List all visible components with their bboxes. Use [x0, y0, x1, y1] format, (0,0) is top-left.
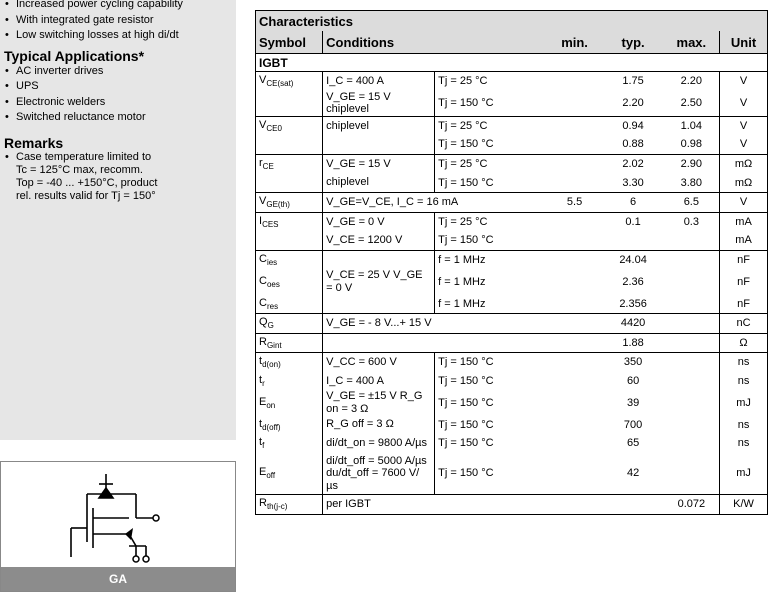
cell-temperature: f = 1 MHz — [435, 294, 547, 313]
cell-min — [547, 250, 603, 269]
cell-temperature: Tj = 150 °C — [435, 434, 547, 453]
applications-list — [0, 64, 236, 126]
table-row — [256, 173, 768, 192]
cell-min — [547, 72, 603, 91]
cell-symbol: $C_{oes}$ — [259, 274, 280, 289]
cell-min: 5.5 — [566, 196, 583, 209]
cell-temperature: Tj = 150 °C — [435, 135, 547, 154]
cell-max: 3.80 — [680, 176, 703, 189]
cell-max: 2.90 — [680, 158, 703, 171]
header-min: min. — [547, 31, 603, 54]
symbol-label: GA — [1, 567, 235, 591]
remark-text: Case temperature limited to — [16, 150, 152, 163]
cell-typ: 65 — [626, 437, 640, 450]
cell-unit: ns — [720, 415, 768, 434]
header-symbol: Symbol — [256, 31, 323, 54]
cell-typ: 39 — [626, 396, 640, 409]
cell-typ: 6 — [630, 196, 637, 209]
table-row — [256, 135, 768, 154]
table-row — [256, 154, 768, 173]
remark-line — [4, 151, 236, 164]
cell-max — [664, 250, 720, 269]
cell-symbol — [256, 231, 323, 250]
cell-condition: di/dt_off = 5000 A/µs du/dt_off = 7600 V/ µs — [323, 453, 435, 495]
cell-min — [547, 135, 603, 154]
cell-max — [664, 269, 720, 294]
cell-max: 6.5 — [683, 196, 699, 209]
cell-unit: V — [720, 72, 768, 91]
cell-min — [547, 91, 603, 117]
cell-symbol: $Q_G$ — [259, 316, 274, 331]
table-row — [256, 294, 768, 313]
cell-min — [547, 415, 603, 434]
table-row — [256, 72, 768, 91]
cell-symbol — [256, 91, 323, 117]
cell-min — [547, 495, 603, 515]
application-item: • UPS — [4, 79, 236, 95]
cell-unit: nF — [720, 250, 768, 269]
cell-unit: V — [720, 91, 768, 117]
cell-max: 1.04 — [680, 119, 703, 132]
cell-symbol: $C_{res}$ — [259, 296, 279, 311]
table-row — [256, 390, 768, 415]
cell-temperature: Tj = 150 °C — [435, 453, 547, 495]
applications-heading: Typical Applications* — [4, 47, 145, 64]
cell-unit: mΩ — [720, 154, 768, 173]
header-unit: Unit — [720, 31, 768, 54]
cell-unit: mJ — [720, 390, 768, 415]
cell-unit: ns — [720, 434, 768, 453]
table-row — [256, 91, 768, 117]
cell-condition: V_GE = 15 V — [323, 154, 435, 173]
header-typ: typ. — [603, 31, 664, 54]
table-row — [256, 495, 768, 515]
cell-condition: I_C = 400 A — [323, 72, 435, 91]
cell-condition: R_G off = 3 Ω — [323, 415, 435, 434]
remark-continuation — [0, 164, 236, 203]
cell-typ: 4420 — [620, 317, 646, 330]
cell-typ — [603, 231, 664, 250]
cell-symbol: $V_{CE(sat)}$ — [259, 74, 294, 89]
cell-temperature: Tj = 25 °C — [435, 116, 547, 135]
cell-max — [664, 434, 720, 453]
cell-max: 2.50 — [680, 97, 703, 110]
cell-min — [547, 173, 603, 192]
remarks-list — [0, 151, 236, 164]
cell-max — [664, 415, 720, 434]
cell-unit: mJ — [720, 453, 768, 495]
cell-temperature: Tj = 25 °C — [435, 212, 547, 231]
cell-typ: 0.1 — [625, 215, 641, 228]
table-row — [256, 250, 768, 269]
cell-condition — [323, 294, 435, 313]
header-max: max. — [664, 31, 720, 54]
cell-max: 0.98 — [680, 138, 703, 151]
cell-max — [664, 353, 720, 372]
cell-max — [664, 372, 720, 391]
cell-unit: mA — [720, 212, 768, 231]
cell-min — [547, 390, 603, 415]
cell-typ: 24.04 — [619, 254, 647, 267]
cell-typ: 2.02 — [622, 158, 644, 171]
cell-condition: chiplevel — [323, 173, 435, 192]
cell-temperature: f = 1 MHz — [435, 250, 547, 269]
application-item: • Electronic welders — [4, 95, 236, 111]
cell-min — [547, 372, 603, 391]
cell-temperature: Tj = 150 °C — [435, 353, 547, 372]
section-row — [256, 54, 768, 72]
cell-temperature: Tj = 150 °C — [435, 91, 547, 117]
cell-unit: nF — [720, 269, 768, 294]
cell-typ: 0.88 — [622, 138, 644, 151]
table-row — [256, 192, 768, 212]
cell-symbol — [256, 135, 323, 154]
cell-typ: 700 — [623, 418, 643, 431]
cell-unit: V — [720, 192, 768, 212]
cell-temperature: Tj = 25 °C — [435, 72, 547, 91]
feature-item: • Increased power cycling capability — [4, 0, 236, 13]
table-row — [256, 212, 768, 231]
cell-symbol: $t_{d(on)}$ — [259, 355, 281, 370]
cell-symbol: $t_f$ — [259, 436, 265, 451]
cell-symbol: $E_{on}$ — [259, 395, 276, 410]
cell-symbol: $R_{Gint}$ — [259, 335, 282, 350]
cell-max: 0.072 — [677, 498, 706, 511]
table-row — [256, 353, 768, 372]
cell-unit: nC — [720, 313, 768, 333]
remark-line: Top = -40 ... +150°C, product — [16, 176, 158, 189]
cell-symbol: $V_{GE(th)}$ — [259, 195, 290, 210]
application-item: • AC inverter drives — [4, 64, 236, 80]
cell-unit: ns — [720, 353, 768, 372]
cell-condition: V_GE = - 8 V...+ 15 V — [323, 313, 547, 333]
cell-min — [547, 294, 603, 313]
cell-min — [547, 231, 603, 250]
table-row — [256, 313, 768, 333]
cell-max — [664, 453, 720, 495]
cell-unit: V — [720, 135, 768, 154]
cell-typ: 0.94 — [622, 119, 644, 132]
feature-list — [0, 0, 236, 44]
feature-item: • Low switching losses at high di/dt — [4, 28, 236, 44]
cell-unit: Ω — [720, 333, 768, 353]
cell-symbol: $t_r$ — [259, 373, 265, 389]
cell-symbol: $E_{off}$ — [259, 466, 276, 481]
cell-symbol: $I_{CES}$ — [259, 214, 279, 229]
cell-temperature: Tj = 150 °C — [435, 390, 547, 415]
table-row — [256, 231, 768, 250]
application-item: • Switched reluctance motor — [4, 110, 236, 126]
igbt-symbol-icon — [1, 462, 235, 567]
cell-min — [547, 434, 603, 453]
cell-min — [547, 353, 603, 372]
section-label: IGBT — [259, 55, 288, 70]
cell-max — [664, 231, 720, 250]
cell-typ — [603, 495, 664, 515]
cell-typ: 42 — [626, 467, 640, 480]
cell-max: 0.3 — [683, 215, 699, 228]
table-row — [256, 333, 768, 353]
cell-typ: 1.75 — [622, 75, 644, 88]
cell-temperature: f = 1 MHz — [435, 269, 547, 294]
header-conditions: Conditions — [323, 31, 547, 54]
cell-unit: K/W — [720, 495, 768, 515]
table-row — [256, 269, 768, 294]
remark-line: rel. results valid for Tj = 150° — [16, 189, 156, 202]
cell-unit: ns — [720, 372, 768, 391]
cell-temperature: Tj = 150 °C — [435, 372, 547, 391]
cell-min — [547, 116, 603, 135]
table-header-row — [256, 31, 768, 54]
feature-item: • With integrated gate resistor — [4, 13, 236, 29]
cell-symbol: $C_{ies}$ — [259, 252, 278, 268]
cell-max — [664, 294, 720, 313]
cell-condition — [323, 250, 435, 269]
cell-temperature: Tj = 150 °C — [435, 415, 547, 434]
left-info-panel — [0, 0, 236, 440]
table-row — [256, 372, 768, 391]
cell-condition: V_CE = 25 V V_GE = 0 V — [323, 269, 435, 294]
cell-typ: 1.88 — [622, 336, 644, 349]
cell-max: 2.20 — [680, 75, 703, 88]
cell-unit: V — [720, 116, 768, 135]
cell-condition: per IGBT — [323, 495, 547, 515]
cell-min — [547, 154, 603, 173]
cell-symbol: $V_{CE0}$ — [259, 118, 282, 133]
cell-condition — [323, 135, 435, 154]
table-body — [256, 11, 768, 515]
cell-temperature: Tj = 150 °C — [435, 231, 547, 250]
cell-symbol: $r_{CE}$ — [259, 156, 274, 172]
characteristics-table — [255, 10, 768, 515]
remarks-heading: Remarks — [4, 134, 64, 151]
cell-symbol: $t_{d(off)}$ — [259, 417, 281, 432]
cell-typ: 3.30 — [622, 176, 644, 189]
cell-min — [547, 212, 603, 231]
cell-condition: di/dt_on = 9800 A/µs — [323, 434, 435, 453]
remark-line: Tc = 125°C max, recomm. — [16, 163, 143, 176]
cell-condition: V_GE=V_CE, I_C = 16 mA — [323, 192, 547, 212]
cell-condition: I_C = 400 A — [323, 372, 435, 391]
cell-min — [547, 313, 603, 333]
cell-condition — [323, 333, 547, 353]
cell-condition: chiplevel — [323, 116, 435, 135]
cell-typ: 2.36 — [622, 275, 644, 288]
table-row — [256, 415, 768, 434]
cell-condition: V_GE = 0 V — [323, 212, 435, 231]
cell-min — [547, 453, 603, 495]
cell-unit: mA — [720, 231, 768, 250]
cell-typ: 60 — [626, 375, 640, 388]
cell-min — [547, 333, 603, 353]
cell-unit: nF — [720, 294, 768, 313]
table-title: Characteristics — [256, 11, 768, 32]
cell-unit: mΩ — [720, 173, 768, 192]
cell-typ: 350 — [623, 356, 643, 369]
table-title-row — [256, 11, 768, 32]
cell-condition: V_GE = ±15 V R_G on = 3 Ω — [323, 390, 435, 415]
circuit-symbol-box — [0, 461, 236, 592]
cell-max — [664, 390, 720, 415]
cell-temperature: Tj = 150 °C — [435, 173, 547, 192]
cell-condition: V_CC = 600 V — [323, 353, 435, 372]
cell-condition: V_GE = 15 V chiplevel — [323, 91, 435, 117]
cell-max — [664, 313, 720, 333]
cell-typ: 2.356 — [619, 297, 647, 310]
cell-temperature: Tj = 25 °C — [435, 154, 547, 173]
cell-min — [547, 269, 603, 294]
cell-symbol: $R_{th(j-c)}$ — [259, 497, 288, 512]
table-row — [256, 434, 768, 453]
table-row — [256, 116, 768, 135]
cell-condition: V_CE = 1200 V — [323, 231, 435, 250]
table-row — [256, 453, 768, 495]
cell-symbol — [256, 173, 323, 192]
cell-max — [664, 333, 720, 353]
cell-typ: 2.20 — [622, 97, 644, 110]
